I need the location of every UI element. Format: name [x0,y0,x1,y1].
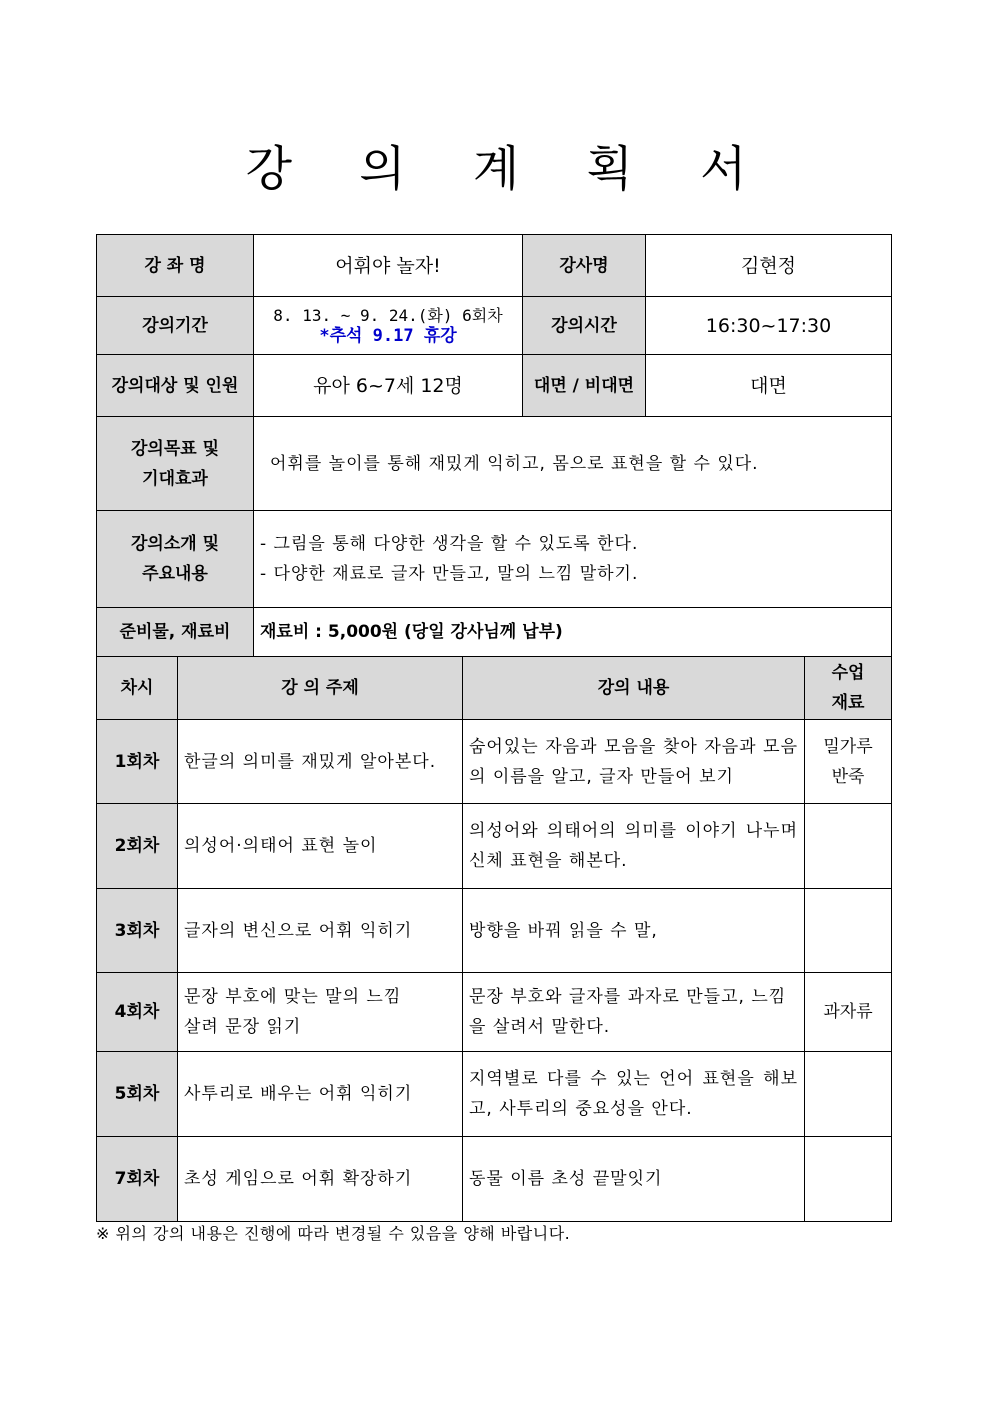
content-cell: 의성어와 의태어의 의미를 이야기 나누며 신체 표현을 해본다. [463,804,805,889]
session-cell: 4회차 [97,973,178,1052]
target-label: 강의대상 및 인원 [97,355,254,417]
course-info-table [96,234,892,657]
goal-label: 강의목표 및 기대효과 [97,417,254,511]
session-cell: 7회차 [97,1137,178,1222]
topic-cell: 문장 부호에 맞는 말의 느낌 살려 문장 읽기 [178,973,463,1052]
content-cell: 방향을 바꿔 읽을 수 말, [463,889,805,973]
material-cell: 밀가루 반죽 [805,720,892,804]
table-row [97,1137,892,1222]
mode-value: 대면 [646,355,892,417]
content-cell: 지역별로 다를 수 있는 언어 표현을 해보고, 사투리의 중요성을 안다. [463,1052,805,1137]
target-value: 유아 6~7세 12명 [254,355,523,417]
session-cell: 5회차 [97,1052,178,1137]
topic-cell: 글자의 변신으로 어휘 익히기 [178,889,463,973]
header-session: 차시 [97,657,178,720]
table-row [97,973,892,1052]
period-note: *추석 9.17 휴강 [319,325,457,346]
time-value: 16:30~17:30 [646,297,892,355]
course-name-label: 강 좌 명 [97,235,254,297]
material-cell [805,889,892,973]
table-row [97,1052,892,1137]
document-title: 강 의 계 획 서 [245,141,773,197]
period-value: 8. 13. ~ 9. 24.(화) 6회차 [273,305,503,325]
footnote: ※ 위의 강의 내용은 진행에 따라 변경될 수 있음을 양해 바랍니다. [96,1224,571,1243]
content-cell: 문장 부호와 글자를 과자로 만들고, 느낌을 살려서 말한다. [463,973,805,1052]
session-cell: 2회차 [97,804,178,889]
session-cell: 1회차 [97,720,178,804]
material-cell [805,804,892,889]
header-material: 수업 재료 [805,657,892,720]
intro-line-2: - 다양한 재료로 글자 만들고, 말의 느낌 말하기. [260,564,639,584]
topic-cell: 초성 게임으로 어휘 확장하기 [178,1137,463,1222]
intro-value [254,511,892,608]
instructor-name: 김현정 [646,235,892,297]
content-cell: 동물 이름 초성 끝말잇기 [463,1137,805,1222]
period-label: 강의기간 [97,297,254,355]
time-label: 강의시간 [523,297,646,355]
course-name: 어휘야 놀자! [254,235,523,297]
table-row [97,720,892,804]
goal-value: 어휘를 놀이를 통해 재밌게 익히고, 몸으로 표현을 할 수 있다. [254,417,892,511]
materials-label: 준비물, 재료비 [97,608,254,657]
intro-line-1: - 그림을 통해 다양한 생각을 할 수 있도록 한다. [260,534,639,554]
topic-cell: 사투리로 배우는 어휘 익히기 [178,1052,463,1137]
instructor-label: 강사명 [523,235,646,297]
table-row [97,889,892,973]
topic-cell: 의성어·의태어 표현 놀이 [178,804,463,889]
materials-value: 재료비 : 5,000원 (당일 강사님께 납부) [254,608,892,657]
topic-cell: 한글의 의미를 재밌게 알아본다. [178,720,463,804]
material-cell: 과자류 [805,973,892,1052]
header-topic: 강 의 주제 [178,657,463,720]
mode-label: 대면 / 비대면 [523,355,646,417]
content-cell: 숨어있는 자음과 모음을 찾아 자음과 모음의 이름을 알고, 글자 만들어 보기 [463,720,805,804]
period-cell [254,297,523,355]
table-row [97,804,892,889]
session-cell: 3회차 [97,889,178,973]
material-cell [805,1052,892,1137]
schedule-table [96,656,892,1222]
material-cell [805,1137,892,1222]
header-content: 강의 내용 [463,657,805,720]
intro-label: 강의소개 및 주요내용 [97,511,254,608]
